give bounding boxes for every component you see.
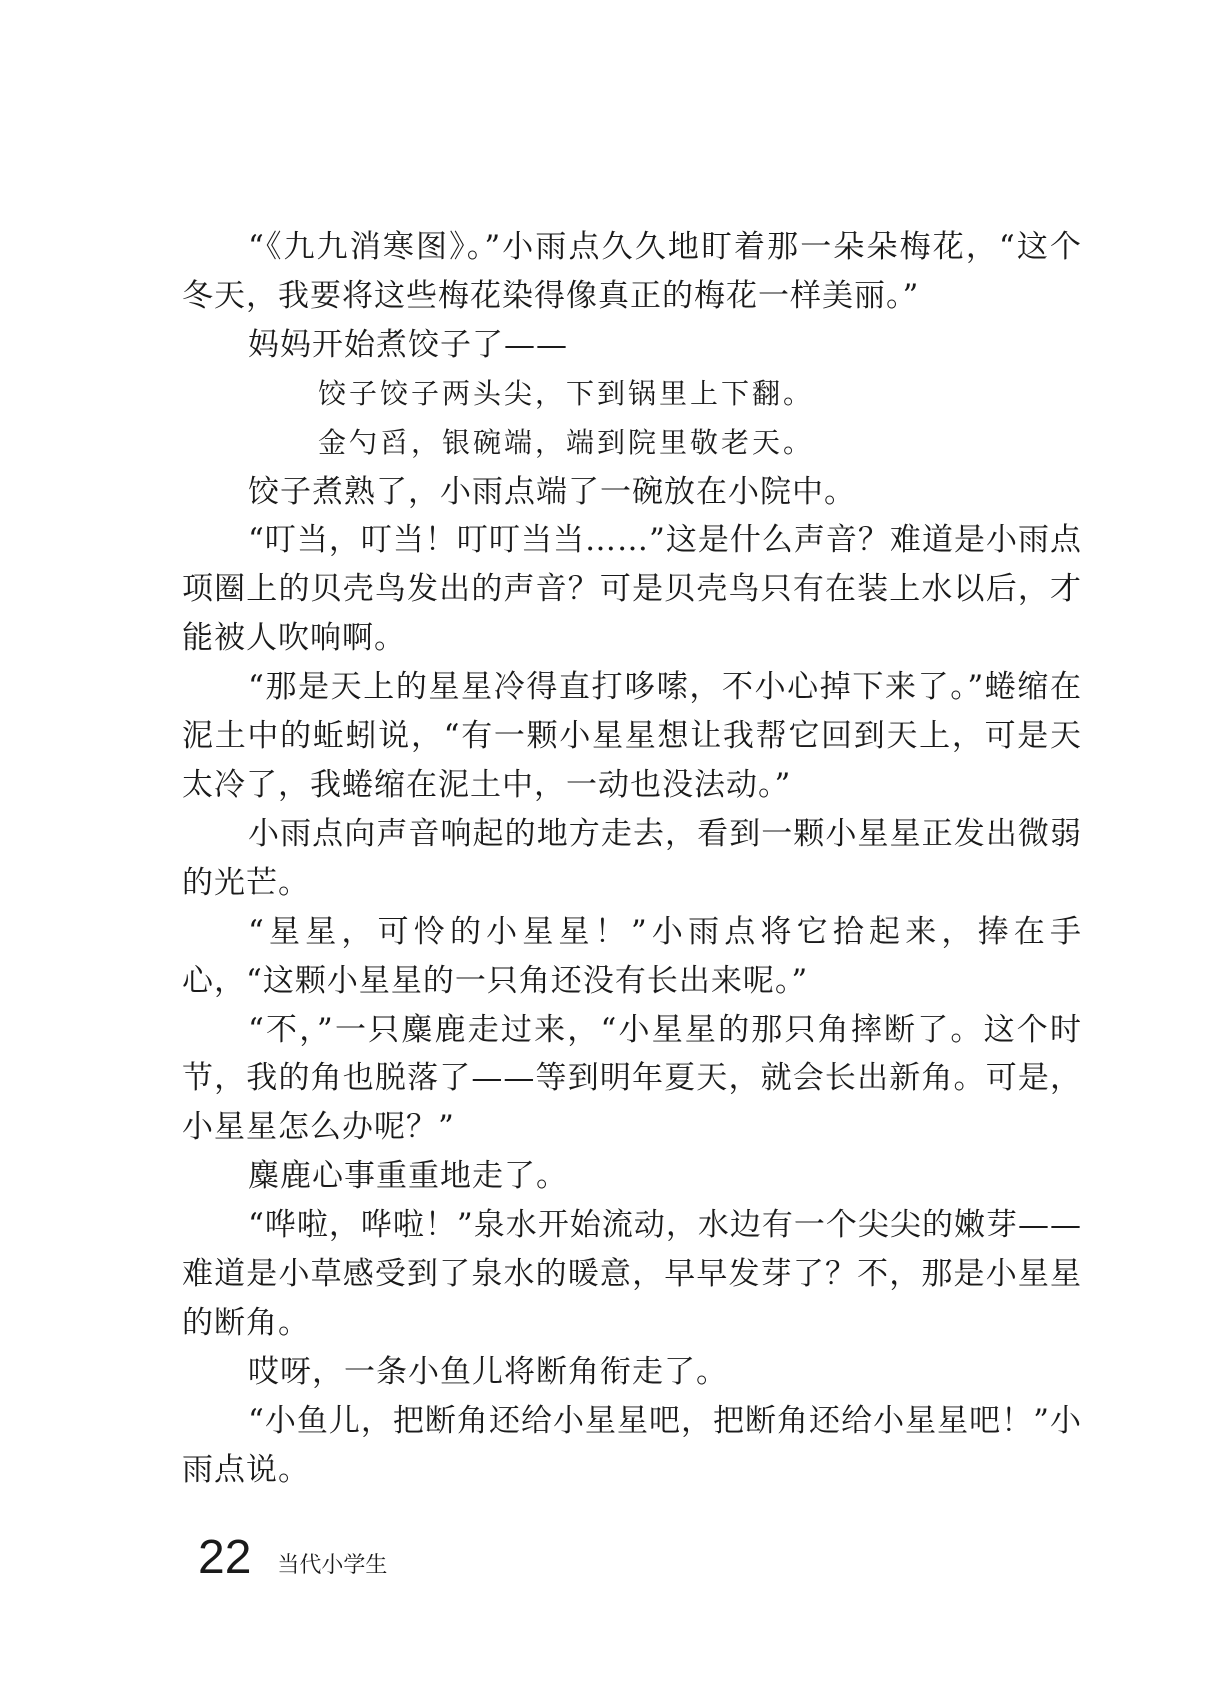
page-footer — [198, 1522, 387, 1582]
story-paragraph: 妈妈开始煮饺子了—— — [248, 326, 568, 363]
story-paragraph: “不，”一只麋鹿走过来，“小星星的那只角摔断了。这个时节，我的角也脱落了——等到明年夏天，就会长出新角。可是，小星星怎么办呢？” — [182, 1011, 1082, 1146]
rhyme-line: 饺子饺子两头尖，下到锅里上下翻。 — [318, 376, 815, 410]
story-body — [182, 223, 1082, 1495]
rhyme-line: 金勺舀，银碗端，端到院里敬老天。 — [318, 425, 815, 459]
story-paragraph: “叮当，叮当！叮叮当当……”这是什么声音？难道是小雨点项圈上的贝壳鸟发出的声音？可是贝壳鸟只有在装上水以后，才能被人吹响啊。 — [182, 522, 1082, 657]
page-number: 22 — [198, 1531, 252, 1584]
story-paragraph: 麋鹿心事重重地走了。 — [248, 1158, 568, 1195]
story-paragraph: 哎呀，一条小鱼儿将断角衔走了。 — [248, 1353, 728, 1390]
story-paragraph: “那是天上的星星冷得直打哆嗦，不小心掉下来了。”蜷缩在泥土中的蚯蚓说，“有一颗小星星想让我帮它回到天上，可是天太冷了，我蜷缩在泥土中，一动也没法动。” — [182, 669, 1082, 803]
story-paragraph: 饺子煮熟了，小雨点端了一碗放在小院中。 — [248, 473, 856, 510]
story-paragraph: “哗啦，哗啦！”泉水开始流动，水边有一个尖尖的嫩芽——难道是小草感受到了泉水的暖意，早早发芽了？不，那是小星星的断角。 — [182, 1207, 1082, 1341]
story-paragraph: “小鱼儿，把断角还给小星星吧，把断角还给小星星吧！”小雨点说。 — [182, 1402, 1082, 1488]
story-paragraph: “星星，可怜的小星星！”小雨点将它拾起来，捧在手心，“这颗小星星的一只角还没有长出来呢。” — [182, 913, 1082, 999]
story-paragraph: “《九九消寒图》。”小雨点久久地盯着那一朵朵梅花，“这个冬天，我要将这些梅花染得像真正的梅花一样美丽。” — [182, 229, 1082, 314]
magazine-name: 当代小学生 — [277, 1553, 388, 1578]
story-paragraph: 小雨点向声音响起的地方走去，看到一颗小星星正发出微弱的光芒。 — [182, 815, 1082, 901]
